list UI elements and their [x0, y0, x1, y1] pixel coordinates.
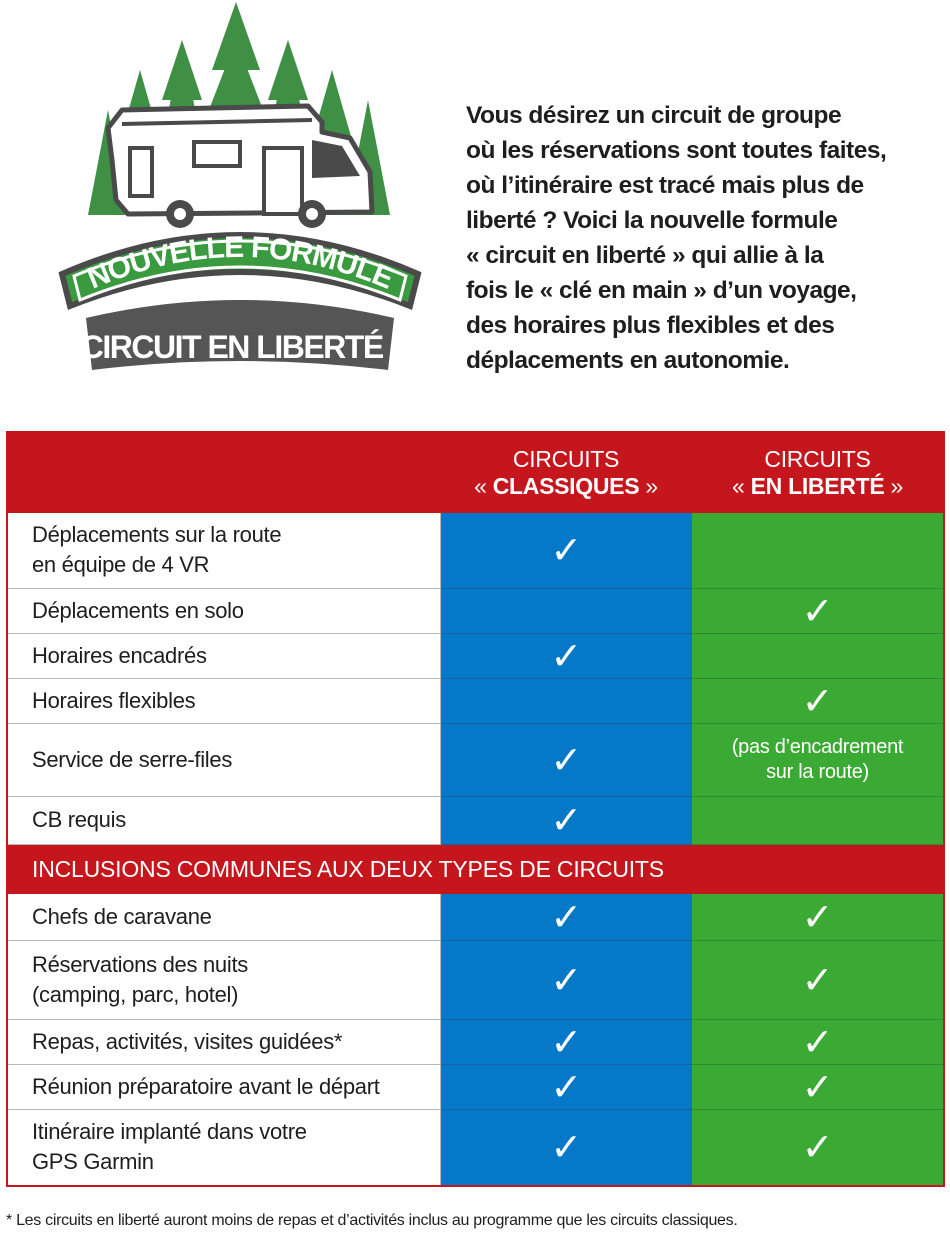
classic-cell: [440, 1065, 692, 1110]
classic-cell: [440, 941, 692, 1020]
intro-line: où l’itinéraire est tracé mais plus de: [466, 172, 864, 199]
check-icon: ✓: [550, 737, 583, 782]
liberty-cell: [692, 796, 944, 844]
table-row: [7, 894, 944, 941]
table-row: [7, 678, 944, 723]
header-liberty: CIRCUITS « EN LIBERTÉ »: [692, 432, 944, 513]
check-icon: ✓: [801, 588, 834, 633]
row-label: [7, 894, 440, 941]
classic-cell: [440, 894, 692, 941]
row-label-line: Déplacements sur la route: [32, 522, 282, 548]
liberty-cell: [692, 1110, 944, 1186]
row-label-line: Réunion préparatoire avant le départ: [32, 1074, 380, 1099]
row-label-line: en équipe de 4 VR: [32, 552, 210, 578]
liberty-note: (pas d’encadrement sur la route): [731, 735, 904, 783]
intro-line: où les réservations sont toutes faites,: [466, 137, 887, 164]
table-row: [7, 723, 944, 796]
classic-cell: [440, 796, 692, 844]
liberty-cell: [692, 941, 944, 1020]
row-label-line: Horaires encadrés: [32, 642, 207, 668]
check-icon: ✓: [550, 1065, 583, 1109]
check-icon: ✓: [550, 528, 583, 573]
intro-line: déplacements en autonomie.: [466, 347, 790, 374]
classic-cell: [440, 513, 692, 588]
intro-line: liberté ? Voici la nouvelle formule: [466, 207, 838, 234]
intro-line: des horaires plus flexibles et des: [466, 312, 835, 339]
table-header: [7, 432, 944, 513]
row-label: [7, 633, 440, 678]
liberty-cell: [692, 1065, 944, 1110]
logo-line2: CIRCUIT EN LIBERTÉ !: [80, 329, 400, 365]
check-icon: ✓: [801, 1125, 834, 1170]
classic-cell: [440, 723, 692, 796]
section-title: INCLUSIONS COMMUNES AUX DEUX TYPES DE CIRCUITS: [7, 844, 944, 894]
row-label-line: Chefs de caravane: [32, 903, 212, 929]
row-label: [7, 588, 440, 633]
classic-cell: [440, 678, 692, 723]
liberty-cell: [692, 588, 944, 633]
check-icon: ✓: [801, 894, 834, 939]
table-body: [7, 513, 944, 1186]
check-icon: ✓: [550, 958, 583, 1002]
row-label: [7, 678, 440, 723]
row-label-line: GPS Garmin: [32, 1149, 154, 1175]
row-label-line: Déplacements en solo: [32, 597, 244, 623]
row-label-line: CB requis: [32, 807, 126, 832]
check-icon: ✓: [801, 958, 834, 1002]
row-label-line: Horaires flexibles: [32, 687, 196, 713]
intro-line: « circuit en liberté » qui allie à la: [466, 242, 824, 269]
liberty-cell: [692, 1020, 944, 1065]
logo-line1: NOUVELLE FORMULE: [82, 230, 398, 296]
nouvelle-formule-logo: [50, 0, 430, 380]
table-row: [7, 633, 944, 678]
table-row: [7, 796, 944, 844]
table-row: [7, 941, 944, 1020]
liberty-cell: [692, 513, 944, 588]
check-icon: ✓: [801, 1065, 834, 1109]
liberty-cell: [692, 894, 944, 941]
table-row: [7, 588, 944, 633]
row-label-line: Repas, activités, visites guidées*: [32, 1029, 343, 1054]
check-icon: ✓: [550, 798, 583, 842]
row-label: [7, 796, 440, 844]
classic-cell: [440, 588, 692, 633]
intro-line: Vous désirez un circuit de groupe: [466, 102, 842, 129]
header-empty: [7, 432, 440, 513]
row-label: [7, 1110, 440, 1186]
check-icon: ✓: [550, 894, 583, 939]
section-header: [7, 844, 944, 894]
check-icon: ✓: [550, 1020, 583, 1064]
footnote: * Les circuits en liberté auront moins de repas et d’activités inclus au programme que les circuits classiques.: [6, 1212, 738, 1229]
row-label-line: Réservations des nuits: [32, 952, 248, 977]
table-row: [7, 513, 944, 588]
row-label-line: (camping, parc, hotel): [32, 982, 239, 1007]
liberty-cell: [692, 723, 944, 796]
liberty-cell: [692, 678, 944, 723]
comparison-table: [6, 431, 945, 1187]
row-label: [7, 1020, 440, 1065]
row-label: [7, 513, 440, 588]
check-icon: ✓: [801, 678, 834, 723]
liberty-cell: [692, 633, 944, 678]
row-label: [7, 723, 440, 796]
table-row: [7, 1020, 944, 1065]
row-label: [7, 1065, 440, 1110]
intro-line: fois le « clé en main » d’un voyage,: [466, 277, 857, 304]
row-label: [7, 941, 440, 1020]
check-icon: ✓: [550, 633, 583, 678]
intro-paragraph: [466, 98, 926, 378]
classic-cell: [440, 1020, 692, 1065]
row-label-line: Itinéraire implanté dans votre: [32, 1119, 307, 1145]
check-icon: ✓: [801, 1020, 834, 1064]
header-classic: CIRCUITS « CLASSIQUES »: [440, 432, 692, 513]
classic-cell: [440, 633, 692, 678]
table-row: [7, 1110, 944, 1186]
row-label-line: Service de serre-files: [32, 746, 233, 772]
check-icon: ✓: [550, 1125, 583, 1170]
classic-cell: [440, 1110, 692, 1186]
table-row: [7, 1065, 944, 1110]
